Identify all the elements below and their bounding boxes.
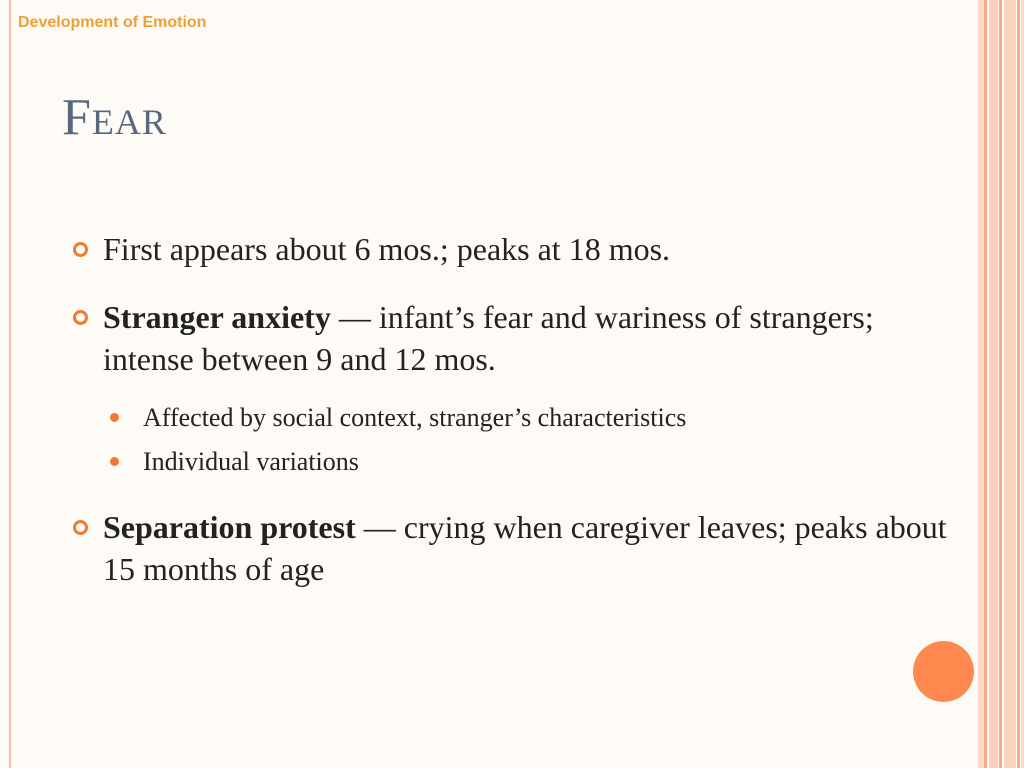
bullet-bold-term: Separation protest — [103, 509, 364, 545]
bullet-item — [70, 296, 950, 380]
bullet-bold-term: Stranger anxiety — [103, 299, 331, 335]
slide-header: Development of Emotion — [18, 14, 207, 31]
right-stripe — [1004, 0, 1016, 768]
right-stripe — [989, 0, 998, 768]
sub-bullet-item — [70, 396, 950, 440]
sub-bullet-list — [70, 396, 950, 484]
dot-bullet-icon — [110, 413, 119, 422]
sub-bullet-text: Individual variations — [143, 447, 359, 476]
bullet-text: First appears about 6 mos.; peaks at 18 mos. — [103, 231, 671, 267]
ring-bullet-icon — [73, 310, 88, 325]
bullet-text: — crying when caregiver leaves; peaks about 15 months of age — [103, 509, 947, 587]
dot-bullet-icon — [110, 457, 119, 466]
right-stripe — [1017, 0, 1020, 768]
sub-bullet-item — [70, 440, 950, 484]
right-stripe — [999, 0, 1002, 768]
ring-bullet-icon — [73, 242, 88, 257]
right-stripe — [984, 0, 987, 768]
bullet-item — [70, 228, 950, 270]
sub-bullet-text: Affected by social context, stranger’s characteristics — [143, 403, 687, 432]
bullet-text: — infant’s fear and wariness of strangers; intense between 9 and 12 mos. — [103, 299, 874, 377]
bullet-item — [70, 506, 950, 590]
left-border-line — [9, 0, 11, 768]
bullet-list — [70, 228, 950, 616]
decorative-circle — [913, 641, 974, 702]
slide-title: Fear — [62, 89, 167, 146]
ring-bullet-icon — [73, 520, 88, 535]
